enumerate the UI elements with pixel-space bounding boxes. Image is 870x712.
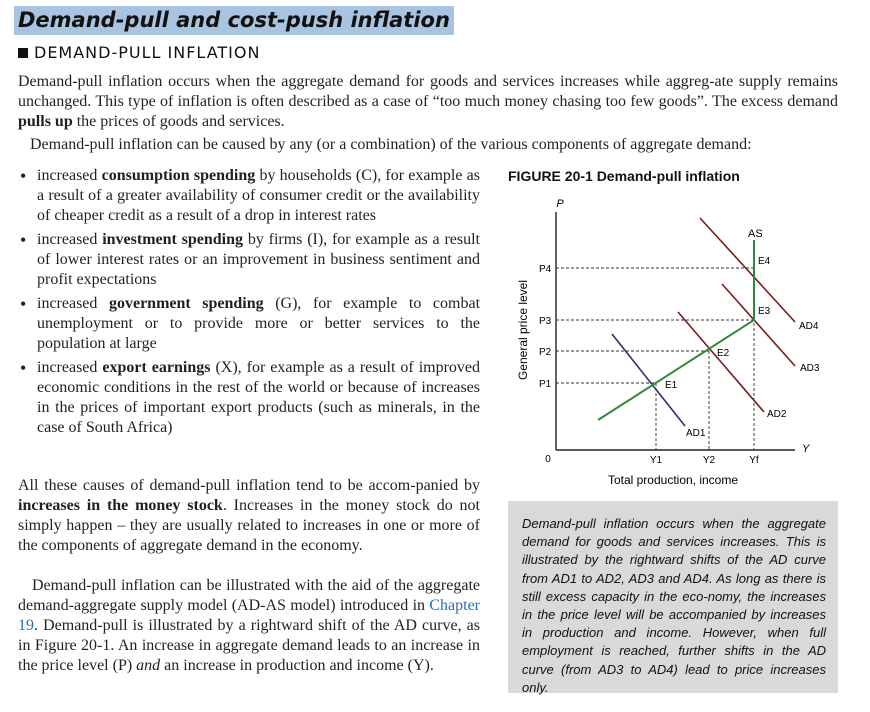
adas-paragraph	[18, 576, 480, 676]
p-axis-letter: P	[556, 198, 564, 210]
money-bold: increases in the money stock	[18, 497, 223, 514]
list-item-text: increased	[37, 167, 102, 184]
list-item-bold: consumption spending	[101, 167, 256, 184]
list-item-text: by firms (I), for example as a result of lower interest rates or an improvement in business sentiment and profit expectations	[37, 231, 480, 288]
ad1-label: AD1	[686, 428, 706, 439]
section-heading	[18, 43, 260, 62]
list-item-text: increased	[37, 231, 103, 248]
money-text-a: All these causes of demand-pull inflation tend to be accom-panied by	[18, 477, 480, 494]
yf-label: Yf	[749, 455, 759, 466]
components-list	[18, 166, 480, 442]
intro-bold: pulls up	[18, 113, 73, 130]
list-item	[18, 294, 480, 354]
y-axis-title: General price level	[516, 279, 530, 381]
figure-title: FIGURE 20-1 Demand-pull inflation	[508, 168, 740, 184]
list-item-text: (G), for example to combat unemployment or to provide more or better services to the population at large	[37, 295, 481, 352]
money-text-b: . Increases in the money stock do not simply happen – they are usually related to increases in one or more of the components of aggregate demand in the economy.	[18, 497, 481, 554]
list-item-bold: export earnings	[102, 359, 211, 376]
e4-label: E4	[758, 256, 771, 267]
list-item-text: (X), for example as a result of improved economic conditions in the rest of the world or because of increases in the prices of important export products (such as minerals, in the case of South Africa)	[37, 359, 481, 436]
list-item	[18, 230, 480, 290]
p1-label: P1	[539, 379, 552, 390]
p2-label: P2	[539, 347, 552, 358]
e3-label: E3	[758, 306, 771, 317]
x-axis-title: Total production, income	[607, 473, 739, 487]
intro-text-b: the prices of goods and services.	[72, 113, 285, 130]
ad2-curve	[678, 312, 764, 412]
y1-label: Y1	[649, 455, 663, 466]
y2-label: Y2	[702, 455, 716, 466]
intro-text-a: Demand-pull inflation occurs when the aggregate demand for goods and services increases while aggreg-ate supply remains unchanged. This type of inflation is often described as a case of “too much money chasing too few goods”. The excess demand	[18, 73, 838, 110]
list-item-text: by households (C), for example as a result of a greater availability of consumer credit or the availability of cheaper credit as a result of a drop in interest rates	[37, 167, 481, 224]
list-item-bold: government spending	[108, 295, 264, 312]
list-item	[18, 166, 480, 226]
section-heading-text: DEMAND-PULL INFLATION	[34, 43, 261, 62]
adas-text-c: an increase in production and income (Y).	[160, 657, 434, 674]
figure-caption: Demand-pull inflation occurs when the aggregate demand for goods and services increases. This is illustrated by the rightward shifts of the AD curve from AD1 to AD2, AD3 and AD4. As long as there is still excess capacity in the eco-nomy, the increases in the price level will be accompanied by increases in production and income. However, when full employment is reached, further shifts in the AD curve (from AD3 to AD4) lead to price increases only.	[508, 501, 838, 693]
origin-label: 0	[545, 454, 551, 465]
square-bullet-icon	[18, 48, 28, 58]
ad3-curve	[722, 284, 795, 366]
as-curve	[598, 240, 754, 420]
ad4-label: AD4	[799, 321, 819, 332]
as-label: AS	[748, 228, 763, 240]
list-item-text: increased	[37, 295, 109, 312]
e2-label: E2	[717, 348, 730, 359]
list-item-bold: investment spending	[102, 231, 244, 248]
list-item	[18, 358, 480, 438]
chapter-link[interactable]: Chapter 19	[18, 597, 480, 634]
adas-text-a: Demand-pull inflation can be illustrated with the aid of the aggregate demand-aggregate supply model (AD-AS model) introduced in	[18, 577, 480, 614]
list-item-text: increased	[37, 359, 103, 376]
p4-label: P4	[539, 264, 552, 275]
intro-paragraph	[18, 72, 838, 132]
e1-label: E1	[665, 380, 678, 391]
adas-text-b: . Demand-pull is illustrated by a rightward shift of the AD curve, as in Figure 20-1. An increase in aggregate demand leads to an increase in the price level (P)	[18, 617, 480, 674]
adas-italic-and: and	[136, 657, 161, 674]
adas-chart	[500, 190, 840, 495]
ad2-label: AD2	[767, 409, 787, 420]
page-title: Demand-pull and cost-push inflation	[14, 6, 454, 35]
components-paragraph: Demand-pull inflation can be caused by any (or a combination) of the various components of aggregate demand:	[30, 136, 752, 153]
ad3-label: AD3	[800, 363, 820, 374]
y-axis-end-letter: Y	[802, 443, 810, 455]
money-stock-paragraph	[18, 476, 480, 556]
p3-label: P3	[539, 316, 552, 327]
